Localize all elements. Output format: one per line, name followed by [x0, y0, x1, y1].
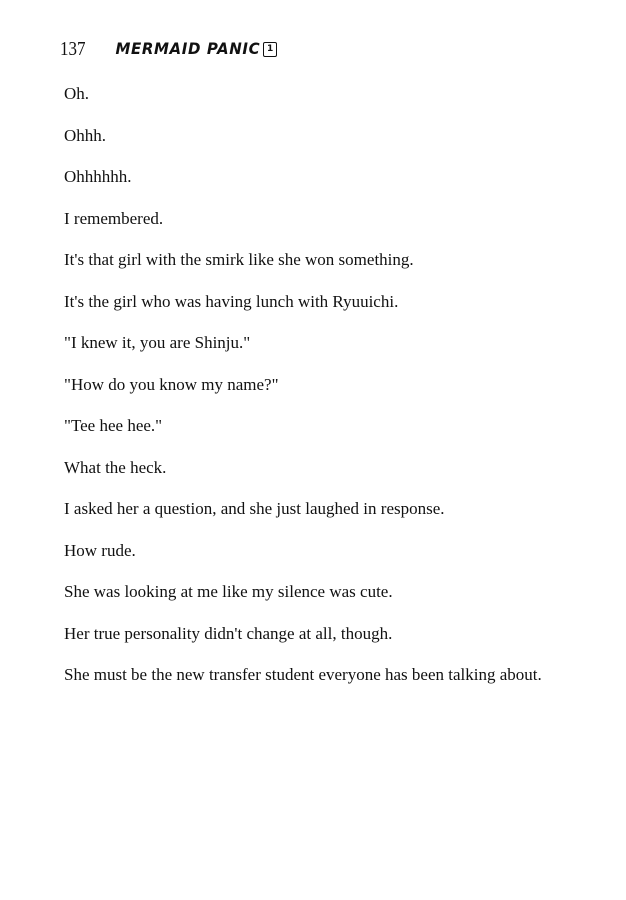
paragraph: She was looking at me like my silence was cute.: [64, 582, 393, 601]
volume-badge: 1: [263, 42, 277, 57]
body-text: [64, 84, 594, 707]
paragraph: She must be the new transfer student everyone has been talking about.: [64, 665, 542, 684]
book-title: MERMAID PANIC: [115, 39, 261, 59]
paragraph: "I knew it, you are Shinju.": [64, 333, 251, 352]
paragraph: Her true personality didn't change at all, though.: [64, 623, 393, 643]
paragraph: How rude.: [64, 540, 136, 560]
paragraph: Ohhhhhh.: [64, 167, 132, 186]
paragraph: "Tee hee hee.": [64, 416, 163, 435]
paragraph: Ohhh.: [64, 125, 107, 145]
page-header: [60, 36, 277, 62]
paragraph: It's the girl who was having lunch with Ryuuichi.: [64, 291, 399, 311]
paragraph: It's that girl with the smirk like she won something.: [64, 250, 414, 269]
paragraph: I asked her a question, and she just laughed in response.: [64, 499, 445, 518]
paragraph: I remembered.: [64, 208, 164, 228]
paragraph: Oh.: [64, 84, 90, 103]
paragraph: "How do you know my name?": [64, 374, 279, 394]
page-number: 137: [60, 37, 86, 60]
paragraph: What the heck.: [64, 457, 167, 477]
